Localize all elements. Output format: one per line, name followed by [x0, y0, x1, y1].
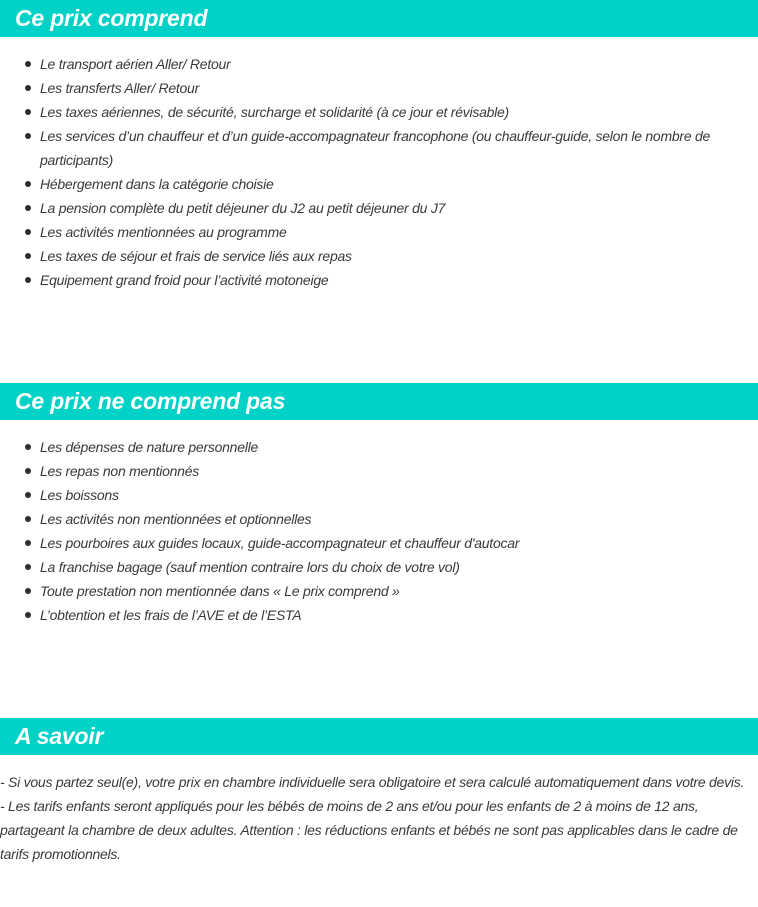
list-item-text: Les pourboires aux guides locaux, guide-accompagnateur et chauffeur d'autocar: [40, 535, 520, 551]
note-paragraph: - Les tarifs enfants seront appliqués pour les bébés de moins de 2 ans et/ou pour les enfants de 2 à moins de 12 ans, partageant la chambre de deux adultes. Attention : les réductions enfants et bébés ne sont pas applicables dans le cadre de tarifs promotionnels.: [0, 798, 738, 862]
list-item: [0, 76, 758, 100]
note-paragraph: - Si vous partez seul(e), votre prix en chambre individuelle sera obligatoire et sera calculé automatiquement dans votre devis.: [0, 774, 745, 790]
list-item-text: Les dépenses de nature personnelle: [40, 439, 259, 455]
bullet-icon: [25, 588, 31, 594]
bullet-icon: [25, 133, 31, 139]
bullet-icon: [25, 205, 31, 211]
bullet-icon: [25, 468, 31, 474]
list-item: [0, 459, 758, 483]
list-item-text: Les activités non mentionnées et optionnelles: [40, 511, 312, 527]
excludes-list: [0, 435, 758, 627]
bullet-icon: [25, 85, 31, 91]
list-item-text: Toute prestation non mentionnée dans « Le prix comprend »: [40, 583, 400, 599]
list-item-text: Les boissons: [40, 487, 119, 503]
list-item-text: Les transferts Aller/ Retour: [40, 80, 199, 96]
notes-header: [0, 718, 758, 755]
list-item: [0, 603, 758, 627]
bullet-icon: [25, 444, 31, 450]
list-item-text: Les repas non mentionnés: [40, 463, 199, 479]
bullet-icon: [25, 61, 31, 67]
list-item-text: Le transport aérien Aller/ Retour: [40, 56, 231, 72]
bullet-icon: [25, 109, 31, 115]
list-item: [0, 244, 758, 268]
list-item-text: Les services d’un chauffeur et d’un guide-accompagnateur francophone (ou chauffeur-guide, selon le nombre de participants): [40, 128, 711, 168]
list-item: [0, 268, 758, 292]
list-item: [0, 52, 758, 76]
list-item: [0, 555, 758, 579]
bullet-icon: [25, 277, 31, 283]
includes-header: [0, 0, 758, 37]
bullet-icon: [25, 253, 31, 259]
list-item: [0, 531, 758, 555]
list-item: [0, 196, 758, 220]
bullet-icon: [25, 229, 31, 235]
list-item: [0, 172, 758, 196]
bullet-icon: [25, 540, 31, 546]
bullet-icon: [25, 612, 31, 618]
notes-title: A savoir: [15, 723, 104, 749]
includes-list: [0, 52, 758, 292]
list-item: [0, 124, 758, 172]
list-item-text: Les taxes aériennes, de sécurité, surcharge et solidarité (à ce jour et révisable): [40, 104, 509, 120]
list-item: [0, 100, 758, 124]
excludes-title: Ce prix ne comprend pas: [15, 388, 286, 414]
excludes-header: [0, 383, 758, 420]
list-item: [0, 507, 758, 531]
list-item-text: Les taxes de séjour et frais de service liés aux repas: [40, 248, 352, 264]
bullet-icon: [25, 492, 31, 498]
bullet-icon: [25, 181, 31, 187]
list-item-text: La franchise bagage (sauf mention contraire lors du choix de votre vol): [40, 559, 460, 575]
list-item: [0, 435, 758, 459]
list-item: [0, 483, 758, 507]
list-item-text: Equipement grand froid pour l’activité motoneige: [40, 272, 329, 288]
list-item-text: Les activités mentionnées au programme: [40, 224, 287, 240]
includes-title: Ce prix comprend: [15, 5, 208, 31]
bullet-icon: [25, 516, 31, 522]
list-item-text: La pension complète du petit déjeuner du J2 au petit déjeuner du J7: [40, 200, 446, 216]
list-item-text: L’obtention et les frais de l’AVE et de l’ESTA: [40, 607, 302, 623]
list-item-text: Hébergement dans la catégorie choisie: [40, 176, 274, 192]
list-item: [0, 579, 758, 603]
notes-body: [0, 770, 752, 866]
list-item: [0, 220, 758, 244]
bullet-icon: [25, 564, 31, 570]
